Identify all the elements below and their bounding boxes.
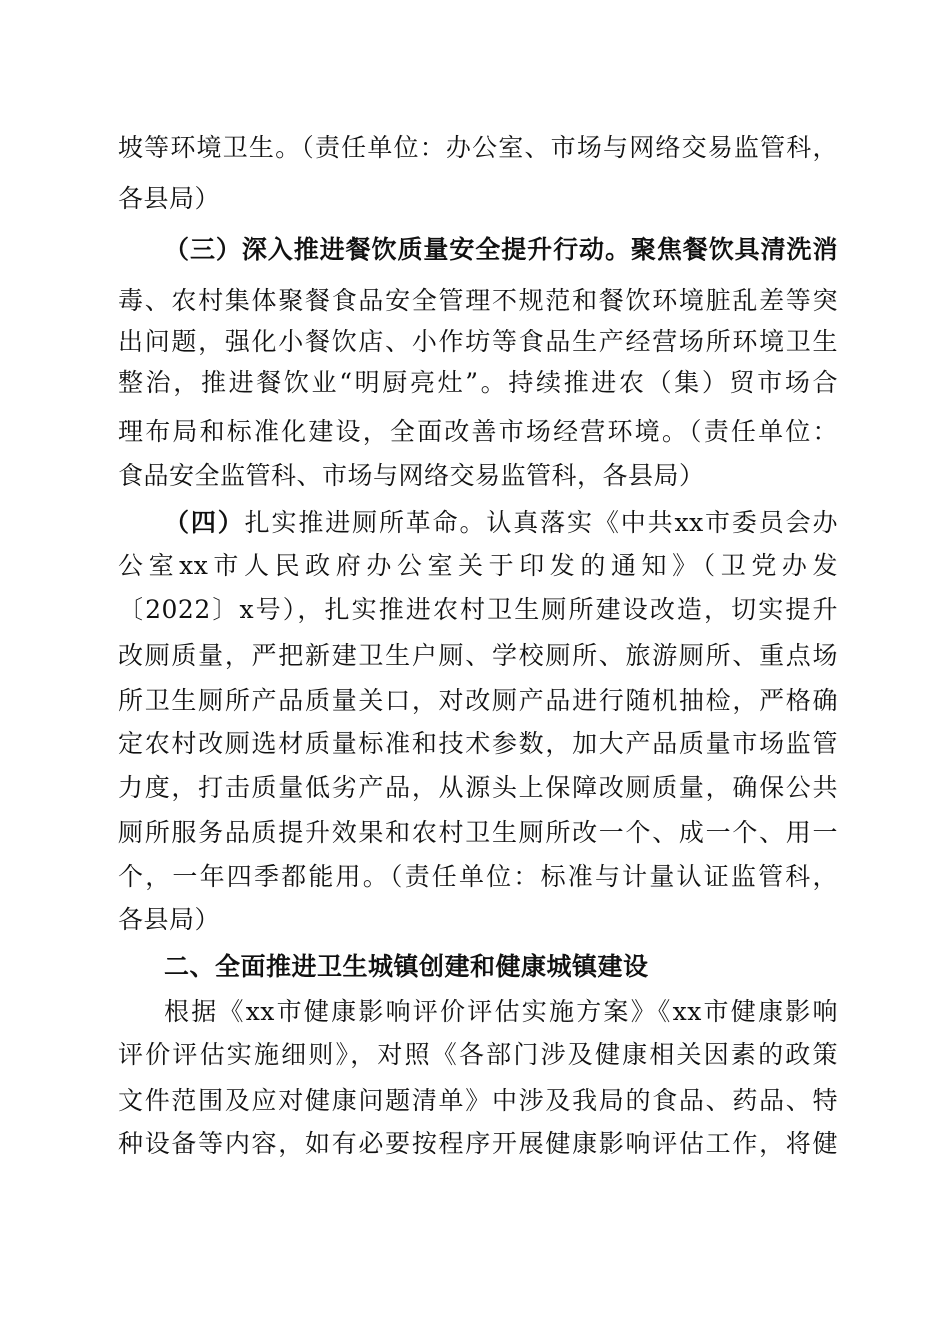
- paragraph-line: 毒、农村集体聚餐食品安全管理不规范和餐饮环境脏乱差等突: [118, 286, 838, 315]
- paragraph-line: 个，一年四季都能用。（责任单位：标准与计量认证监管科，: [118, 862, 838, 891]
- paragraph-line: 出问题，强化小餐饮店、小作坊等食品生产经营场所环境卫生: [118, 327, 838, 356]
- paragraph-line: 种设备等内容，如有必要按程序开展健康影响评估工作，将健: [118, 1129, 838, 1158]
- paragraph-line: 所卫生厕所产品质量关口，对改厕产品进行随机抽检，严格确: [118, 686, 838, 715]
- paragraph-line: 力度，打击质量低劣产品，从源头上保障改厕质量，确保公共: [118, 773, 838, 802]
- section-4-marker: （四）: [164, 508, 245, 537]
- paragraph-line: 厕所服务品质提升效果和农村卫生厕所改一个、成一个、用一: [118, 818, 838, 847]
- paragraph-line: 坡等环境卫生。（责任单位：办公室、市场与网络交易监管科，: [118, 133, 838, 162]
- section-3-marker: （三）: [164, 235, 242, 264]
- paragraph-line: 食品安全监管科、市场与网络交易监管科，各县局）: [118, 461, 705, 490]
- paragraph-line: 理布局和标准化建设，全面改善市场经营环境。（责任单位：: [118, 417, 838, 446]
- paragraph-line: 各县局）: [118, 905, 221, 934]
- paragraph-line: 评价评估实施细则》，对照《各部门涉及健康相关因素的政策: [118, 1040, 838, 1069]
- section-4-text: 扎实推进厕所革命。认真落实《中共xx市委员会办: [244, 508, 838, 537]
- paragraph-line: 〔2022〕x号），扎实推进农村卫生厕所建设改造，切实提升: [118, 595, 838, 624]
- paragraph-line: [118, 1167, 838, 1211]
- paragraph-line: 整治，推进餐饮业“明厨亮灶”。持续推进农（集）贸市场合: [118, 368, 838, 397]
- section-heading: 二、全面推进卫生城镇创建和健康城镇建设: [164, 952, 649, 981]
- section-3-line: [164, 228, 838, 272]
- section-3-title: 深入推进餐饮质量安全提升行动。聚焦餐饮具清洗消: [241, 235, 838, 264]
- section-4-line: [164, 501, 838, 545]
- paragraph-line: 根据《xx市健康影响评价评估实施方案》《xx市健康影响: [164, 997, 838, 1026]
- paragraph-line: 改厕质量，严把新建卫生户厕、学校厕所、旅游厕所、重点场: [118, 641, 838, 670]
- paragraph-line: 各县局）: [118, 184, 221, 213]
- paragraph-line: 定农村改厕选材质量标准和技术参数，加大产品质量市场监管: [118, 729, 838, 758]
- paragraph-line: 公室xx市人民政府办公室关于印发的通知》（卫党办发: [118, 551, 838, 580]
- paragraph-line: 文件范围及应对健康问题清单》中涉及我局的食品、药品、特: [118, 1086, 838, 1115]
